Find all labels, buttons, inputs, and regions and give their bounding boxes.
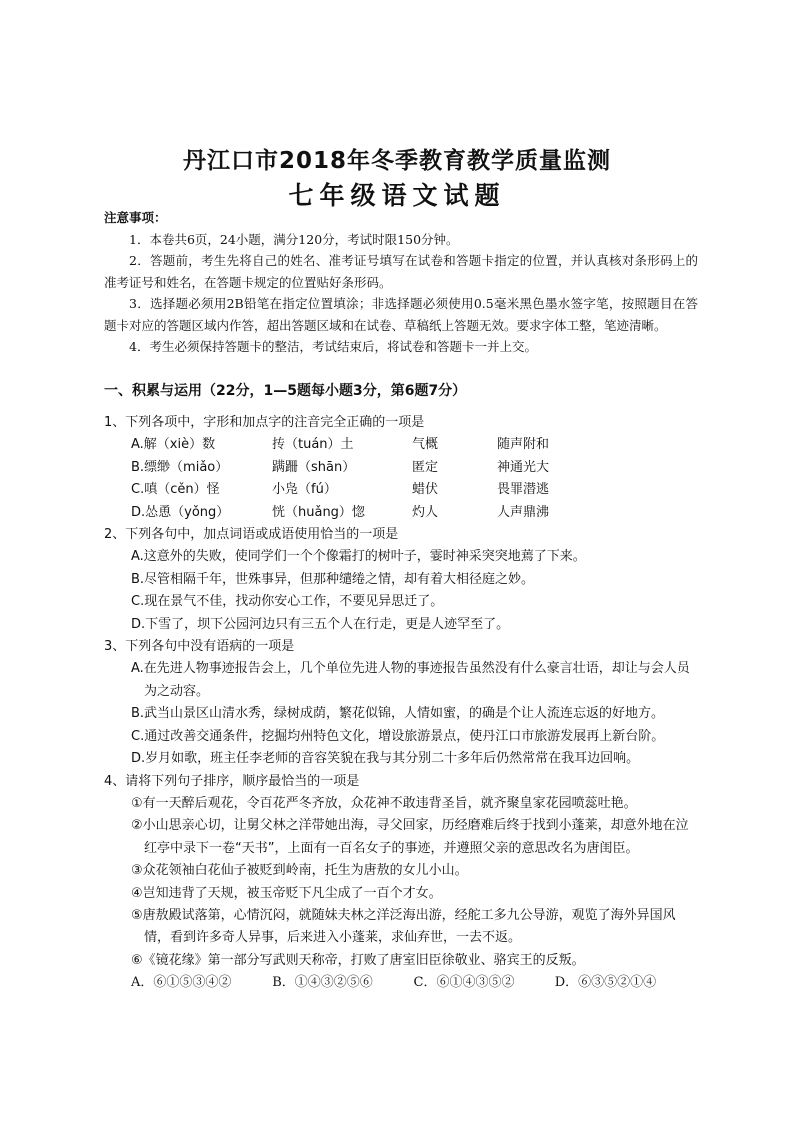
option-cell: 匿定 — [412, 459, 439, 475]
option-cell: 随声附和 — [497, 437, 550, 453]
option-cell: C.嗔（cěn）怪 — [131, 482, 220, 498]
question-3-option-a: A.在先进人物事迹报告会上，几个单位先进人物的事迹报告虽然没有什么豪言壮语，却让与会人员为之动容。 — [131, 661, 690, 699]
question-3-option-b: B.武当山景区山清水秀，绿树成荫，繁花似锦，人情如蜜，的确是个让人流连忘返的好地方。 — [131, 706, 665, 722]
question-4-sentence-2: ②小山思亲心切，让舅父林之洋带她出海，寻父回家，历经磨难后终于找到小蓬莱，却意外地在泣红亭中录下一卷“天书”，上面有一百名女子的事迹，并遵照父亲的意思改名为唐闺臣。 — [131, 818, 689, 856]
question-2-stem: 2、下列各句中，加点词语或成语使用恰当的一项是 — [104, 527, 399, 543]
option-cell: D.怂恿（yǒng） — [131, 504, 230, 520]
question-4-stem: 4、请将下列句子排序，顺序最恰当的一项是 — [104, 773, 360, 789]
option-cell: 灼人 — [412, 504, 439, 520]
option-cell: 恍（huǎng）惚 — [272, 504, 365, 520]
option-cell: 抟（tuán）土 — [272, 437, 354, 453]
option-row — [104, 502, 696, 524]
option-cell: 神通光大 — [497, 459, 550, 475]
choice-b: B．①④③②⑤⑥ — [272, 975, 373, 991]
option-cell: A.解（xiè）数 — [131, 437, 216, 453]
questions-block — [104, 412, 696, 995]
question-4-sentence-1: ①有一天醉后观花，令百花严冬齐放，众花神不敢违背圣旨，就齐聚皇家花园喷蕊吐艳。 — [131, 795, 637, 811]
note-item: 4．考生必须保持答题卡的整洁，考试结束后，将试卷和答题卡一并上交。 — [129, 339, 537, 354]
question-4-sentence-4: ④岂知违背了天规，被玉帝贬下凡尘成了一百个才女。 — [131, 885, 442, 901]
question-2-option-b: B.尽管相隔千年，世殊事异，但那种缱绻之情，却有着大相径庭之妙。 — [131, 571, 535, 587]
choice-a: A．⑥①⑤③④② — [131, 975, 232, 991]
option-cell: B.缥缈（miǎo） — [131, 459, 229, 475]
exam-title: 丹江口市2018年冬季教育教学质量监测 — [182, 148, 611, 174]
question-3-stem: 3、下列各句中没有语病的一项是 — [104, 639, 295, 655]
question-2-option-a: A.这意外的失败，使同学们一个个像霜打的树叶子，霎时神采突突地蔫了下来。 — [131, 549, 586, 565]
exam-subtitle: 七年级语文试题 — [288, 181, 506, 210]
notes-heading: 注意事项： — [104, 210, 167, 225]
option-row — [104, 434, 696, 456]
question-3-option-d: D.岁月如歌，班主任李老师的音容笑貌在我与其分别二十多年后仍然常常在我耳边回响。 — [131, 751, 640, 767]
section-title: 一、积累与运用（22分，1—5题每小题3分，第6题7分） — [104, 383, 467, 399]
option-cell: 蹒跚（shān） — [272, 459, 356, 475]
choice-c: C．⑥①④③⑤② — [413, 975, 515, 991]
note-item: 3．选择题必须用2B铅笔在指定位置填涂；非选择题必须使用0.5毫米黑色墨水签字笔，按照题目在答题卡对应的答题区域内作答，超出答题区域和在试卷、草稿纸上答题无效。要求字体工整，笔迹清晰。 — [104, 296, 698, 333]
question-1-stem: 1、下列各项中，字形和加点字的注音完全正确的一项是 — [104, 415, 425, 430]
question-2-option-c: C.现在景气不佳，找动你安心工作，不要见异思迁了。 — [131, 594, 444, 610]
note-item: 1．本卷共6页，24小题，满分120分，考试时限150分钟。 — [129, 231, 459, 247]
option-row — [104, 457, 696, 479]
option-cell: 小凫（fú） — [272, 482, 337, 498]
question-4-choices — [104, 972, 696, 994]
question-4-sentence-5: ⑤唐敖殿试落第，心情沉闷，就随妹夫林之洋泛海出游，经舵工多九公导游，观览了海外异国风情，看到许多奇人异事，后来进入小蓬莱，求仙弃世，一去不返。 — [131, 907, 676, 946]
option-cell: 人声鼎沸 — [497, 504, 550, 520]
question-1-options — [104, 434, 696, 524]
notes-block — [104, 207, 698, 358]
question-2-option-d: D.下雪了，坝下公园河边只有三五个人在行走，更是人迹罕至了。 — [131, 616, 510, 632]
question-3-option-c: C.通过改善交通条件，挖掘均州特色文化，增设旅游景点，使丹江口市旅游发展再上新台阶。 — [131, 728, 665, 744]
option-cell: 蜡伏 — [412, 482, 439, 498]
option-row — [104, 479, 696, 501]
question-4-sentence-3: ③众花领袖白花仙子被贬到岭南，托生为唐敖的女儿小山。 — [131, 863, 468, 879]
option-cell: 气概 — [412, 437, 439, 453]
note-item: 2．答题前，考生先将自己的姓名、准考证号填写在试卷和答题卡指定的位置，并认真核对条形码上的准考证号和姓名，在答题卡规定的位置贴好条形码。 — [104, 253, 698, 290]
option-cell: 畏罪潜逃 — [497, 482, 550, 498]
choice-d: D．⑥③⑤②①④ — [554, 975, 657, 991]
question-4-sentence-6: ⑥《镜花缘》第一部分写武则天称帝，打败了唐室旧臣徐敬业、骆宾王的反叛。 — [131, 952, 585, 968]
